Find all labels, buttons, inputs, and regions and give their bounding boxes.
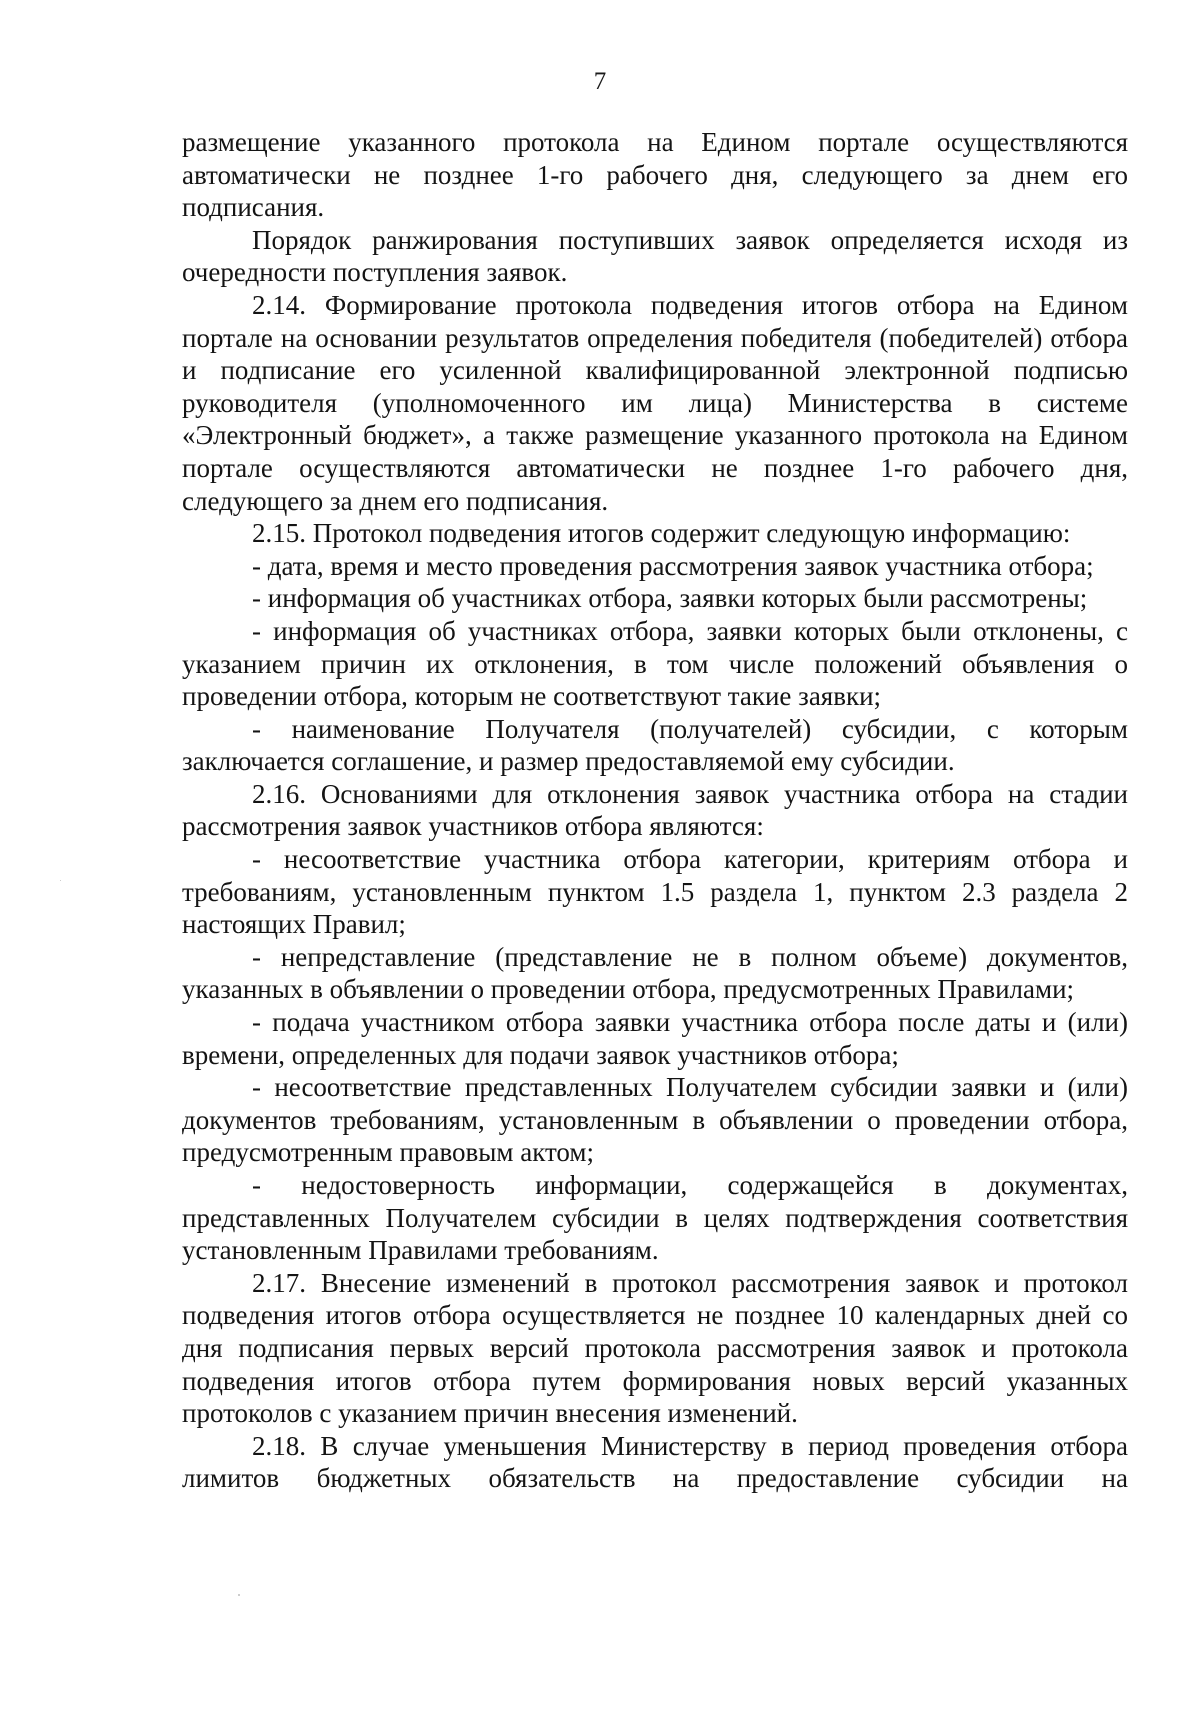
paragraph: 2.16. Основаниями для отклонения заявок участника отбора на стадии рассмотрения заявок участников отбора являются: [182, 778, 1128, 842]
paragraph: 2.17. Внесение изменений в протокол рассмотрения заявок и протокол подведения итогов отбора осуществляется не позднее 10 календарных дней со дня подписания первых версий протокола рассмотрения заявок и протокола подведения итогов отбора путем формирования новых версий указанных протоколов с указанием причин внесения изменений. [182, 1267, 1128, 1429]
list-item: - недостоверность информации, содержащейся в документах, представленных Получателем субсидии в целях подтверждения соответствия установленным Правилами требованиям. [182, 1170, 1128, 1266]
list-item: - информация об участниках отбора, заявки которых были рассмотрены; [252, 583, 1088, 614]
scan-speck [238, 1594, 240, 1596]
paragraph: 2.14. Формирование протокола подведения итогов отбора на Едином портале на основании результатов определения победителя (победителей) отбора и подписание его усиленной квалифицированной электронной подписью руководителя (уполномоченного им лица) Министерства в системе «Электронный бюджет», а также размещение указанного протокола на Едином портале осуществляются автоматически не позднее 1-го рабочего дня, следующего за днем его подписания. [182, 289, 1128, 516]
paragraph-continued: 2.18. В случае уменьшения Министерству в период проведения отбора лимитов бюджетных обязательств на предоставление субсидии на [182, 1430, 1128, 1494]
list-item: - непредставление (представление не в полном объеме) документов, указанных в объявлении о проведении отбора, предусмотренных Правилами; [182, 941, 1128, 1005]
list-item: - информация об участниках отбора, заявки которых были отклонены, с указанием причин их отклонения, в том числе положений объявления о проведении отбора, которым не соответствуют такие заявки; [182, 615, 1128, 712]
paragraph: размещение указанного протокола на Едином портале осуществляются автоматически не позднее 1-го рабочего дня, следующего за днем его подписания. [182, 127, 1128, 223]
list-item: - несоответствие представленных Получателем субсидии заявки и (или) документов требованиям, установленным в объявлении о проведении отбора, предусмотренным правовым актом; [182, 1072, 1128, 1168]
list-item: - подача участником отбора заявки участника отбора после даты и (или) времени, определенных для подачи заявок участников отбора; [182, 1007, 1128, 1070]
page-number: 7 [593, 68, 607, 95]
list-item: - дата, время и место проведения рассмотрения заявок участника отбора; [252, 550, 1094, 581]
paragraph: Порядок ранжирования поступивших заявок определяется исходя из очередности поступления заявок. [182, 224, 1128, 288]
document-body [182, 126, 1128, 1495]
scan-speck [60, 880, 61, 881]
list-item: - несоответствие участника отбора категории, критериям отбора и требованиям, установленным пунктом 1.5 раздела 1, пунктом 2.3 раздела 2 настоящих Правил; [182, 844, 1128, 940]
list-item: - наименование Получателя (получателей) субсидии, с которым заключается соглашение, и размер предоставляемой ему субсидии. [182, 713, 1128, 777]
paragraph: 2.15. Протокол подведения итогов содержит следующую информацию: [252, 518, 1071, 549]
